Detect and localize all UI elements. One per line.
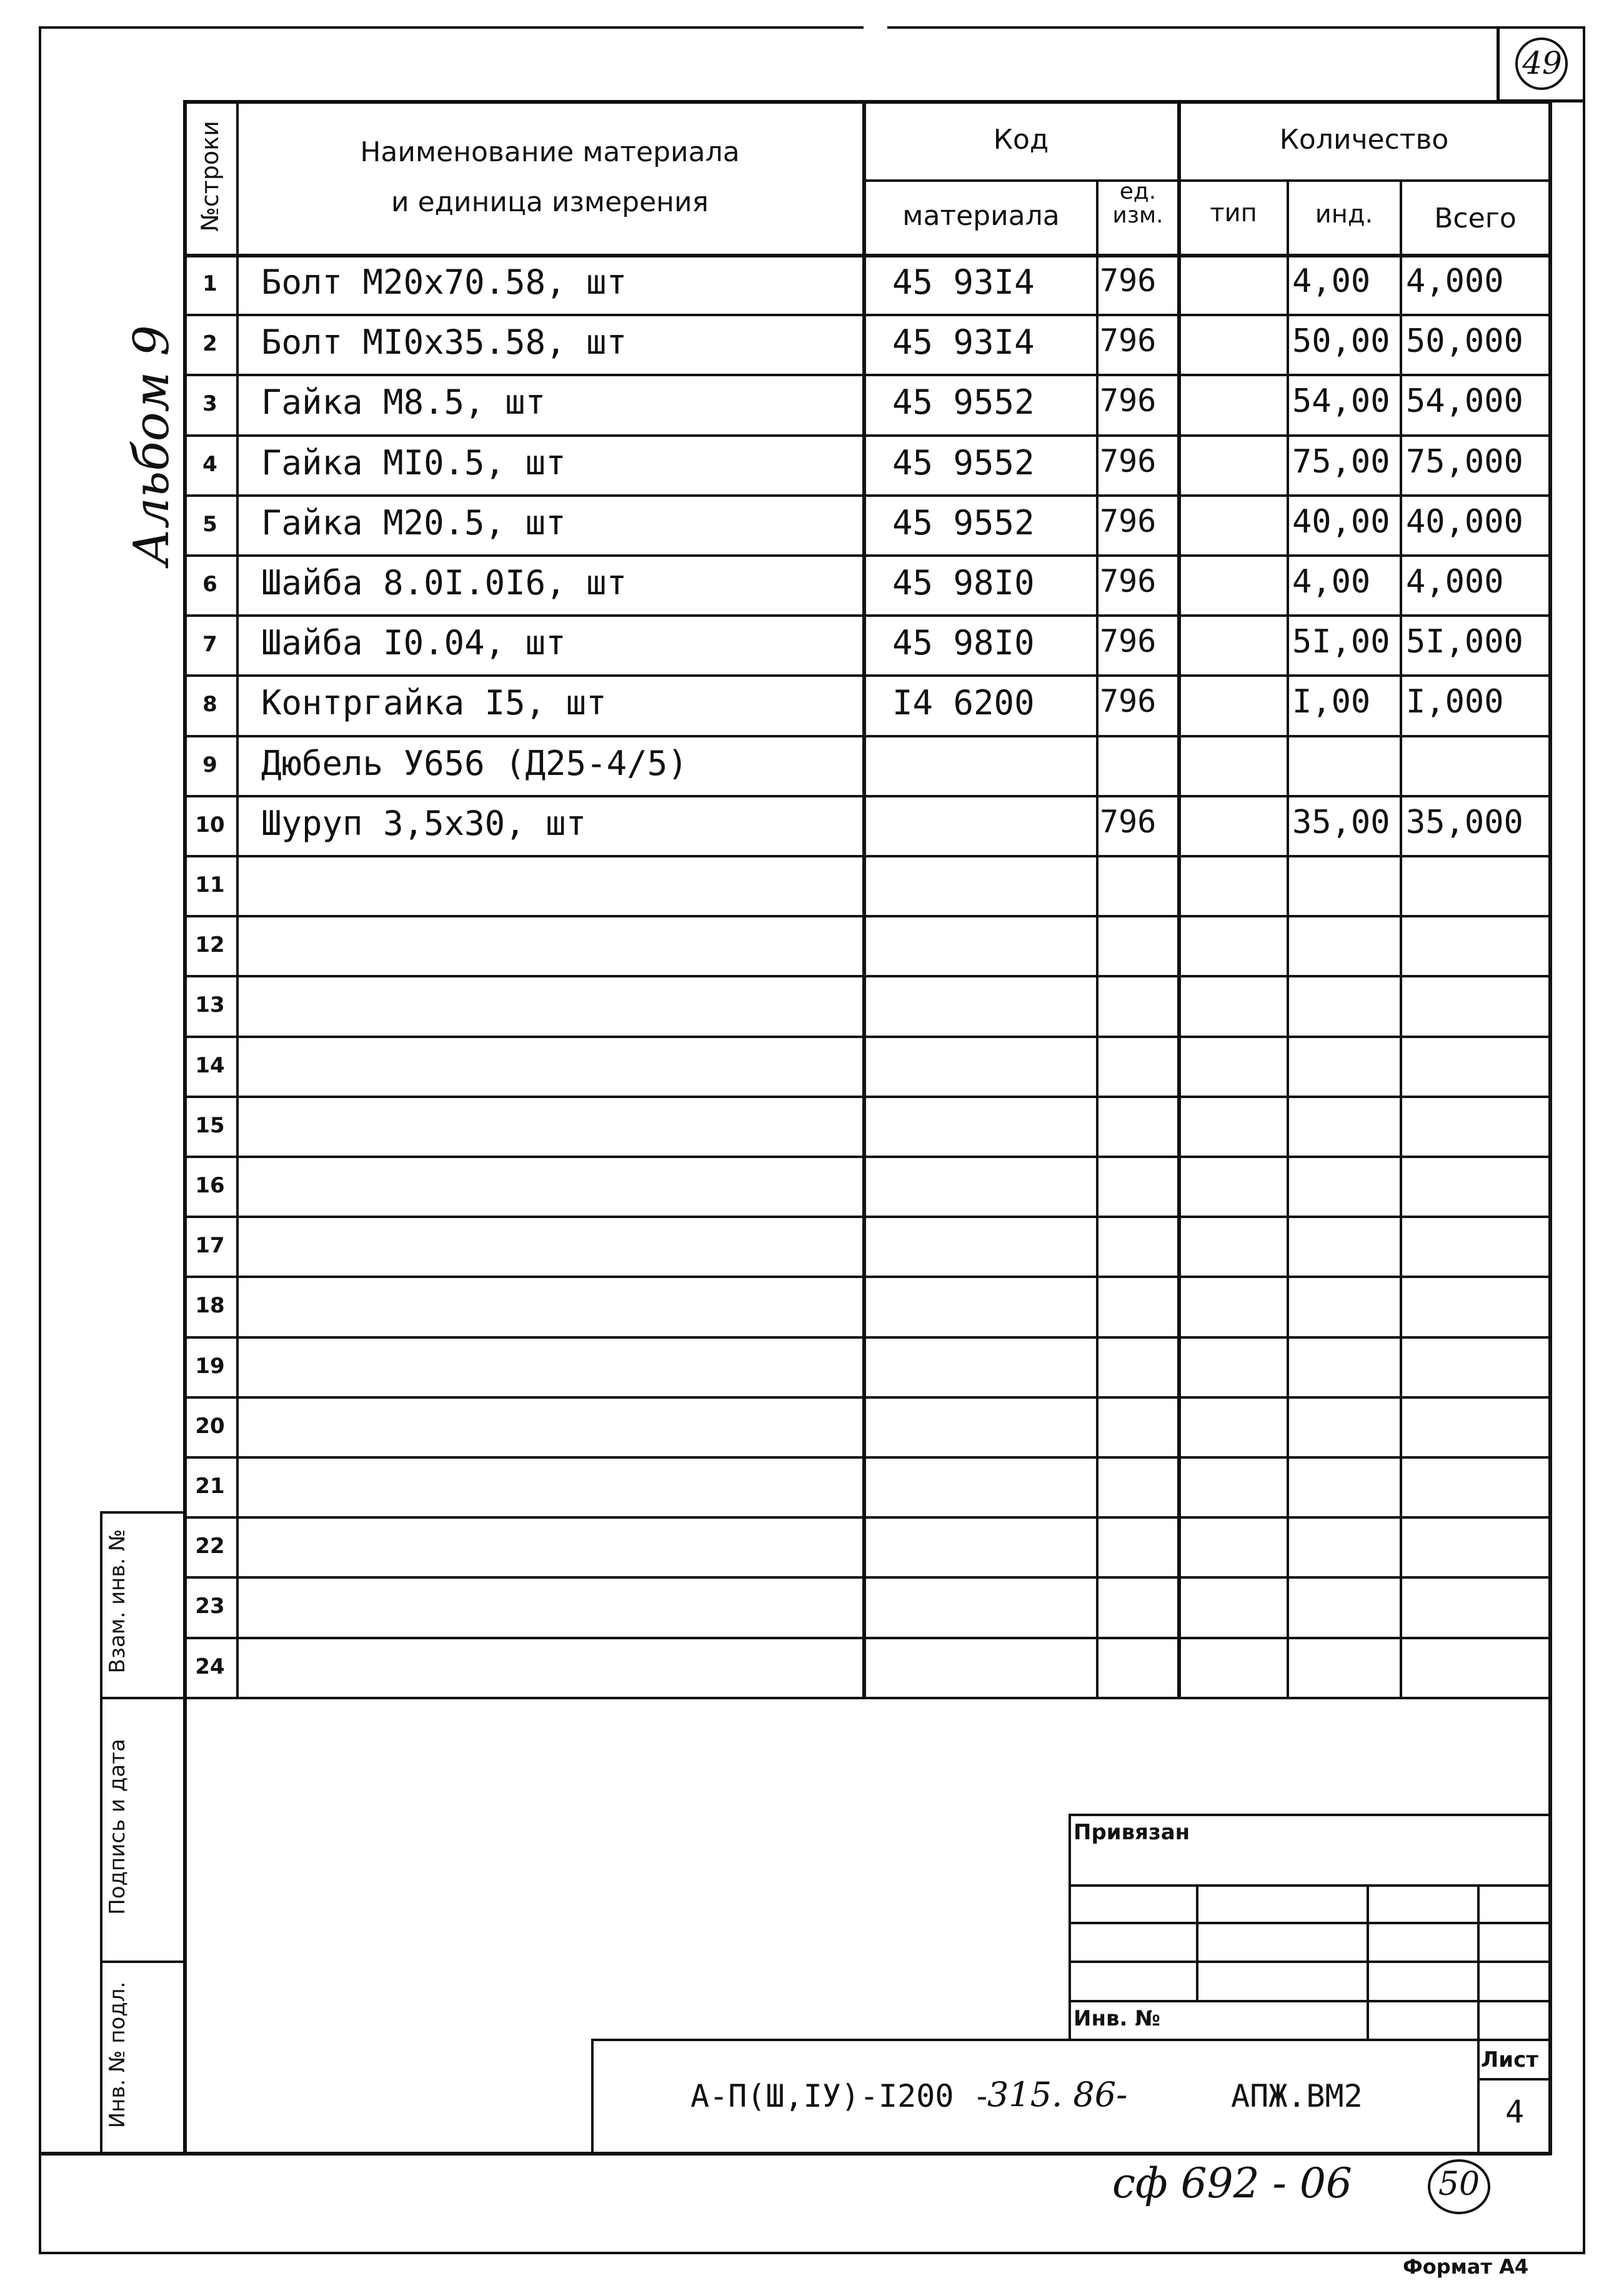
header-bottom-line [183,254,1552,257]
header-code-unit-line2: изм. [1112,202,1163,228]
stamp-col-a [1196,1884,1198,2000]
cell-total: 40,000 [1406,503,1523,541]
cell-unit: 796 [1100,322,1157,359]
row-separator [183,494,1551,497]
row-number: 21 [195,1474,225,1499]
cell-unit: 796 [1100,683,1157,719]
cell-ind: 5I,00 [1292,623,1390,661]
cell-total: 50,000 [1406,322,1523,360]
cell-name: Болт М20х70.58, шт [261,262,627,302]
footer-circled-page: 50 [1438,2166,1480,2203]
row-separator [183,554,1551,557]
row-separator [183,1096,1551,1098]
frame-bottom [39,2252,1585,2254]
cell-total: 54,000 [1406,382,1523,420]
side-label-podpis: Подпись и дата [105,1739,130,1915]
cell-unit: 796 [1100,382,1157,419]
row-number: 10 [195,812,225,837]
cell-total: I,000 [1406,683,1504,721]
cell-total: 5I,000 [1406,623,1523,661]
cell-code: 45 98I0 [892,623,1035,662]
header-qty-ind: инд. [1315,200,1373,229]
stamp-col-b [1367,1884,1369,2039]
row-separator [183,1036,1551,1038]
cell-ind: 75,00 [1292,443,1390,481]
row-number: 2 [202,331,217,356]
cell-ind: 40,00 [1292,503,1390,541]
row-separator [183,1456,1551,1459]
cell-unit: 796 [1100,503,1157,539]
stamp-inv-no: Инв. № [1074,2006,1161,2031]
footer-handwritten-code: сф 692 - 06 [1112,2159,1352,2207]
cell-ind: 4,00 [1292,563,1371,601]
row-number: 22 [195,1534,225,1559]
col-line-ind [1400,179,1402,1697]
stamp-list-div [1477,2078,1551,2081]
cell-ind: I,00 [1292,683,1371,721]
row-separator [183,1216,1551,1218]
frame-top-left [39,26,864,29]
row-separator [183,855,1551,857]
stamp-list-label: Лист [1481,2047,1538,2072]
cell-name: Гайка МI0.5, шт [261,443,566,482]
cell-ind: 50,00 [1292,322,1390,360]
row-number: 11 [195,872,225,897]
cell-total: 4,000 [1406,262,1504,300]
table-top-border [183,100,1552,104]
row-separator [183,434,1551,437]
header-name-line1: Наименование материала [360,136,740,168]
col-line-type [1287,179,1289,1697]
row-number: 13 [195,992,225,1017]
header-qty-total: Всего [1434,202,1517,234]
header-mid-line [864,179,1551,182]
main-frame-right [1548,100,1552,2155]
stamp-doc-left [591,2039,594,2155]
cell-unit: 796 [1100,623,1157,659]
row-number: 17 [195,1233,225,1258]
row-separator [183,795,1551,797]
stamp-list-value: 4 [1505,2094,1525,2130]
doc-code-right: АПЖ.ВМ2 [1231,2078,1363,2114]
row-number: 3 [202,391,217,416]
row-separator [183,1396,1551,1399]
row-number: 7 [202,632,217,657]
main-frame-bottom [39,2152,1552,2156]
row-number: 20 [195,1414,225,1439]
header-code: Код [993,124,1049,156]
cell-code: 45 93I4 [892,262,1035,302]
footer-format: Формат А4 [1403,2255,1529,2279]
col-line-code [1096,179,1098,1697]
cell-code: 45 9552 [892,503,1035,542]
row-number: 9 [202,752,217,777]
row-number: 23 [195,1594,225,1619]
row-separator [183,975,1551,977]
cell-name: Гайка М20.5, шт [261,503,566,542]
cell-ind: 54,00 [1292,382,1390,420]
cell-unit: 796 [1100,804,1157,840]
row-number: 12 [195,932,225,957]
row-number: 19 [195,1354,225,1379]
row-number: 8 [202,692,217,717]
header-quantity: Количество [1279,124,1449,156]
cell-code: 45 9552 [892,382,1035,422]
stamp-privyazan: Привязан [1074,1820,1190,1845]
cell-code: 45 98I0 [892,563,1035,602]
row-separator [183,674,1551,677]
frame-top-right [887,26,1585,29]
row-separator [183,735,1551,737]
row-number: 24 [195,1654,225,1679]
header-row-no: №строки [196,121,224,232]
cell-name: Контргайка I5, шт [261,683,607,722]
doc-code-hand: 315. 86- [987,2075,1128,2114]
table-bottom-line [100,1697,1551,1699]
cell-total: 4,000 [1406,563,1504,601]
row-separator [183,1516,1551,1519]
stamp-left [1069,1814,1071,2040]
stamp-top [1069,1814,1551,1816]
side-label-vzam: Взам. инв. № [105,1529,130,1674]
row-number: 18 [195,1293,225,1318]
frame-left [39,26,41,2254]
cell-total: 75,000 [1406,443,1523,481]
row-number: 14 [195,1053,225,1078]
header-code-unit [1098,180,1177,227]
stamp-col-c [1477,1884,1480,2155]
cell-name: Шуруп 3,5х30, шт [261,804,587,843]
cell-code: I4 6200 [892,683,1035,722]
header-code-material: материала [902,200,1060,232]
row-separator [183,374,1551,376]
sheet-stamp-number: 49 [1522,45,1562,81]
row-number: 15 [195,1113,225,1138]
side-label-inv-podl: Инв. № подл. [105,1981,130,2129]
row-separator [183,614,1551,617]
row-separator [183,314,1551,316]
cell-ind: 35,00 [1292,804,1390,841]
cell-code: 45 9552 [892,443,1035,482]
header-name-line2: и единица измерения [391,186,709,218]
side-strip-inner-line [100,1511,102,2155]
row-separator [183,1637,1551,1639]
row-separator [183,1276,1551,1278]
cell-unit: 796 [1100,262,1157,299]
album-note: Альбом 9 [124,325,180,566]
row-number: 1 [202,271,217,296]
row-separator [183,1576,1551,1579]
cell-total: 35,000 [1406,804,1523,841]
frame-right [1583,26,1585,2254]
row-separator [183,1336,1551,1339]
cell-unit: 796 [1100,443,1157,479]
cell-ind: 4,00 [1292,262,1371,300]
row-number: 6 [202,572,217,597]
row-number: 4 [202,452,217,477]
cell-code: 45 93I4 [892,322,1035,362]
header-qty-type: тип [1210,199,1257,227]
cell-name: Дюбель У656 (Д25-4/5) [261,744,688,783]
row-number: 5 [202,512,217,537]
stamp-row5 [591,2039,1551,2041]
doc-code-left: А-П(Ш,IУ)-I200 - [690,2078,992,2114]
cell-name: Шайба 8.0I.0I6, шт [261,563,627,602]
cell-name: Болт МI0х35.58, шт [261,322,627,362]
row-separator [183,1156,1551,1158]
row-number: 16 [195,1173,225,1198]
cell-name: Шайба I0.04, шт [261,623,566,662]
cell-name: Гайка М8.5, шт [261,382,546,422]
row-separator [183,915,1551,917]
header-code-unit-line1: ед. [1119,179,1157,204]
cell-unit: 796 [1100,563,1157,599]
